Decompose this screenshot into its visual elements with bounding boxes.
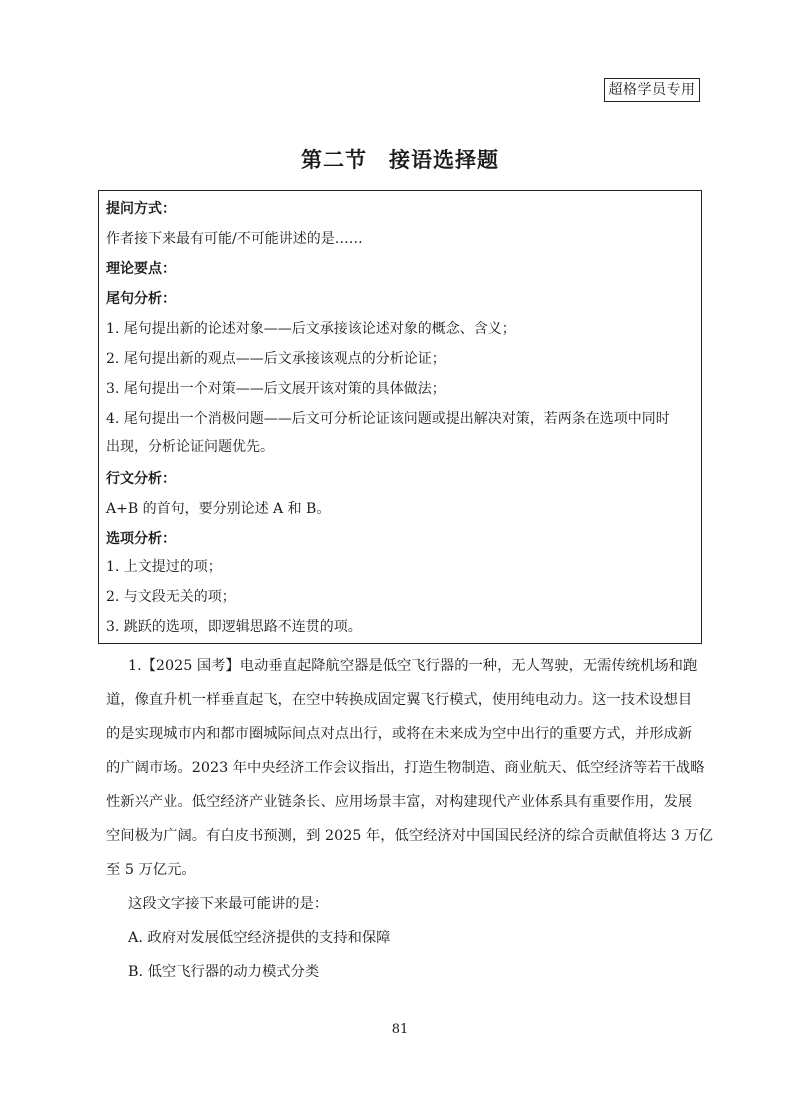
- passage-line-1: 1.【2025 国考】电动垂直起降航空器是低空飞行器的一种，无人驾驶，无需传统机场和跑: [128, 658, 698, 674]
- tail-item-4-continued: 出现，分析论证问题优先。: [106, 439, 274, 455]
- page-number: 81: [391, 1022, 409, 1037]
- tail-item-3: 3. 尾句提出一个对策——后文展开该对策的具体做法；: [106, 381, 446, 397]
- question-style-text: 作者接下来最有可能/不可能讲述的是……: [106, 231, 363, 247]
- passage-line-3: 的是实现城市内和都市圈城际间点对点出行，或将在未来成为空中出行的重要方式，并形成新: [106, 726, 693, 742]
- passage-line-6: 空间极为广阔。有白皮书预测，到 2025 年，低空经济对中国国民经济的综合贡献值将达 3 万亿: [106, 828, 713, 844]
- structure-analysis-text: A+B 的首句，要分别论述 A 和 B。: [106, 501, 331, 517]
- passage-line-4: 的广阔市场。2023 年中央经济工作会议指出，打造生物制造、商业航天、低空经济等若干战略: [106, 760, 705, 776]
- passage-line-5: 性新兴产业。低空经济产业链条长、应用场景丰富，对构建现代产业体系具有重要作用，发展: [106, 794, 693, 810]
- passage-line-7: 至 5 万亿元。: [106, 862, 196, 878]
- option-analysis-heading: 选项分析：: [106, 531, 176, 547]
- option-a: A. 政府对发展低空经济提供的支持和保障: [128, 930, 391, 946]
- option-analysis-item-2: 2. 与文段无关的项；: [106, 589, 236, 605]
- tail-item-1: 1. 尾句提出新的论述对象——后文承接该论述对象的概念、含义；: [106, 321, 516, 337]
- question-prompt: 这段文字接下来最可能讲的是：: [128, 896, 329, 912]
- question-style-heading: 提问方式：: [106, 201, 176, 217]
- option-analysis-item-3: 3. 跳跃的选项，即逻辑思路不连贯的项。: [106, 619, 362, 635]
- option-analysis-item-1: 1. 上文提过的项；: [106, 559, 222, 575]
- theory-heading: 理论要点：: [106, 261, 176, 277]
- passage-line-2: 道，像直升机一样垂直起飞，在空中转换成固定翼飞行模式，使用纯电动力。这一技术设想目: [106, 692, 693, 708]
- section-title: 第二节 接语选择题: [301, 147, 499, 172]
- tail-analysis-heading: 尾句分析：: [106, 291, 176, 307]
- tail-item-2: 2. 尾句提出新的观点——后文承接该观点的分析论证；: [106, 351, 446, 367]
- structure-analysis-heading: 行文分析：: [106, 471, 176, 487]
- option-b: B. 低空飞行器的动力模式分类: [128, 964, 320, 980]
- student-exclusive-badge: 超格学员专用: [604, 78, 700, 102]
- method-summary-box: [98, 190, 702, 644]
- tail-item-4: 4. 尾句提出一个消极问题——后文可分析论证该问题或提出解决对策，若两条在选项中同时: [106, 411, 670, 427]
